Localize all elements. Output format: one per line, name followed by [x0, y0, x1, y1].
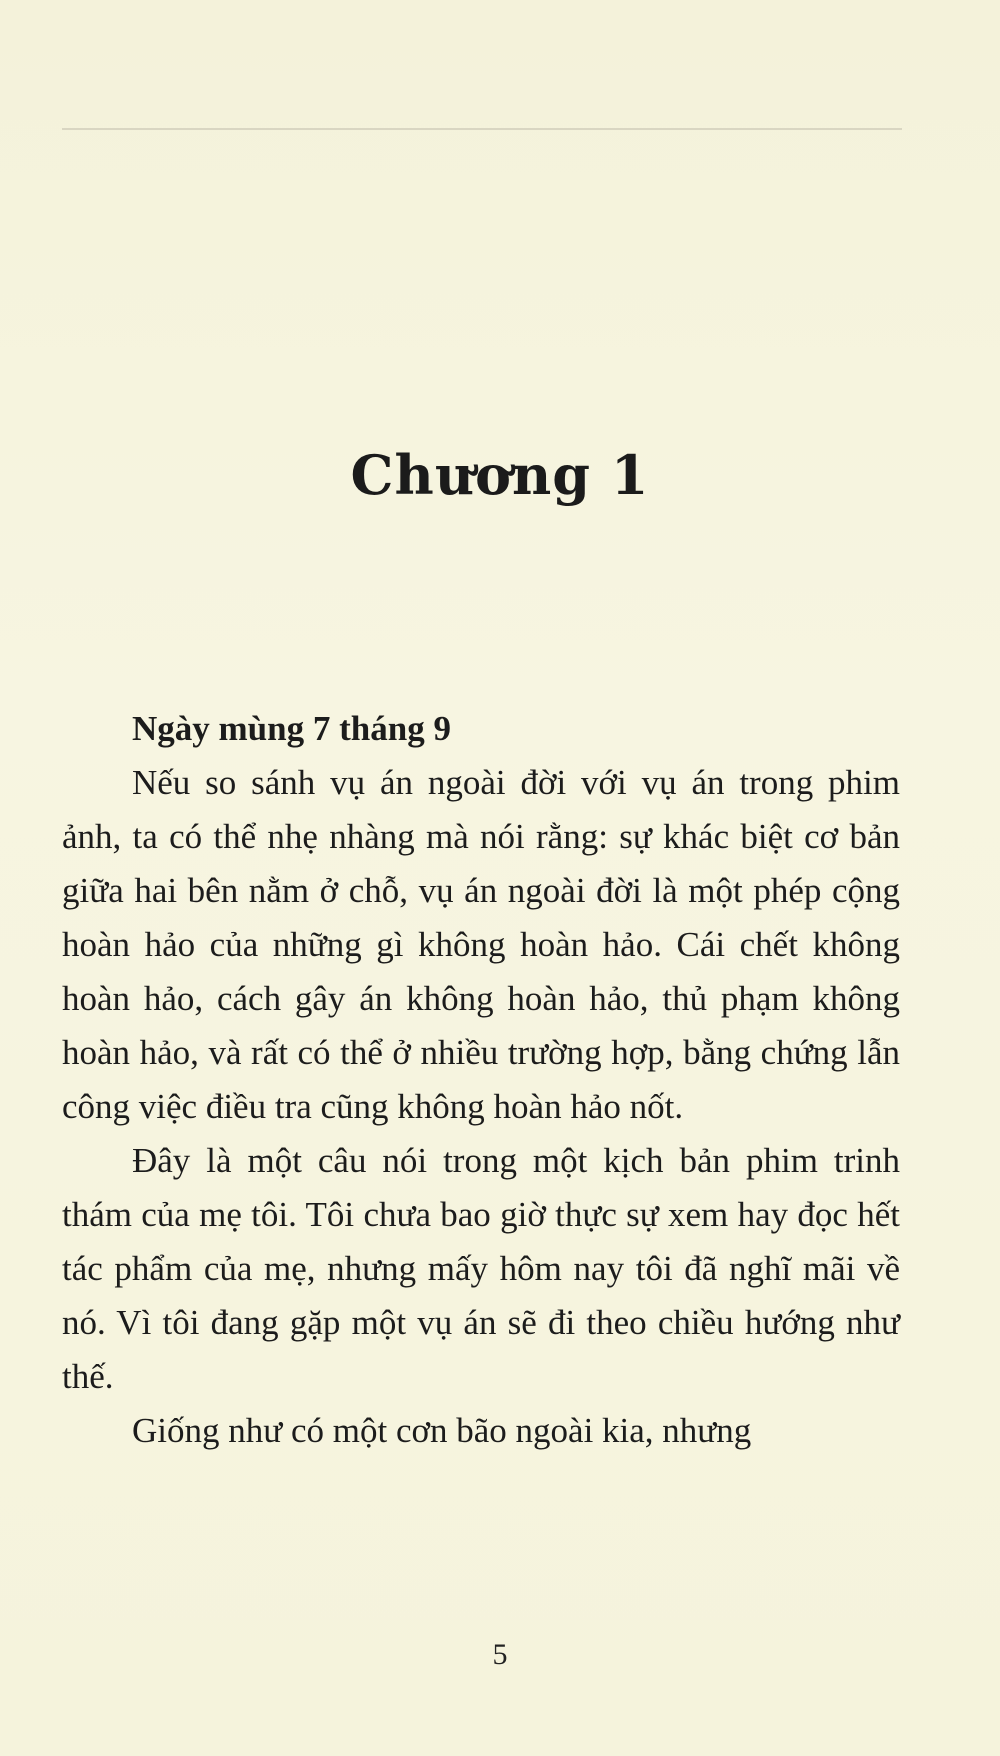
paragraph-1: Nếu so sánh vụ án ngoài đời với vụ án trong phim ảnh, ta có thể nhẹ nhàng mà nói rằng: sự khác biệt cơ bản giữa hai bên nằm ở chỗ, vụ án ngoài đời là một phép cộng hoàn hảo của những gì không hoàn hảo. Cái chết không hoàn hảo, cách gây án không hoàn hảo, thủ phạm không hoàn hảo, và rất có thể ở nhiều trường hợp, bằng chứng lẫn công việc điều tra cũng không hoàn hảo nốt. [62, 763, 900, 1126]
paragraph-2: Đây là một câu nói trong một kịch bản phim trinh thám của mẹ tôi. Tôi chưa bao giờ thực sự xem hay đọc hết tác phẩm của mẹ, nhưng mấy hôm nay tôi đã nghĩ mãi về nó. Vì tôi đang gặp một vụ án sẽ đi theo chiều hướng như thế. [62, 1141, 900, 1396]
paragraph-3: Giống như có một cơn bão ngoài kia, nhưng [132, 1411, 752, 1450]
header-rule [62, 128, 902, 130]
chapter-title: Chương 1 [350, 443, 650, 507]
date-heading: Ngày mùng 7 tháng 9 [132, 709, 451, 748]
page-number: 5 [492, 1638, 508, 1671]
body-text [62, 702, 900, 1458]
